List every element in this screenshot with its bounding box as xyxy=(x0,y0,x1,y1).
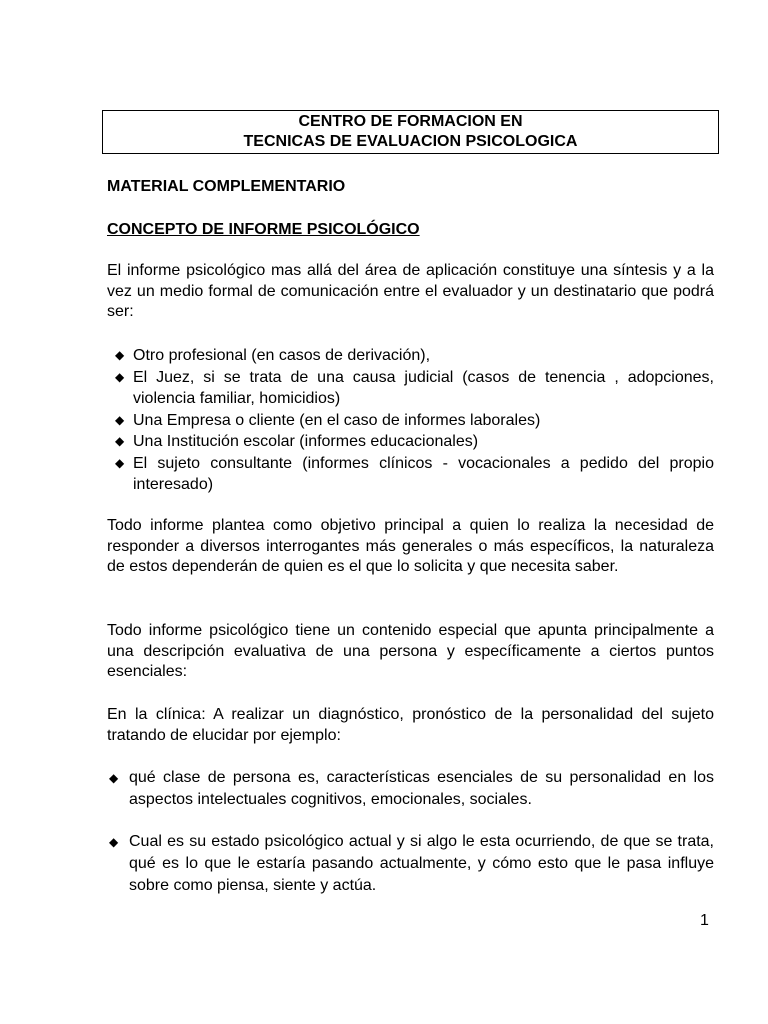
list-item xyxy=(107,431,714,453)
list-item-text: El sujeto consultante (informes clínicos - vocacionales a pedido del propio interesado) xyxy=(133,454,714,493)
list-item xyxy=(107,367,714,410)
diamond-bullet-icon: ◆ xyxy=(109,771,119,785)
list-item xyxy=(107,453,714,496)
list-item-text: Cual es su estado psicológico actual y si algo le esta ocurriendo, de que se trata, qué es lo que le estaría pasando actualmente, y cómo esto que le pasa influye sobre como piensa, siente y actúa. xyxy=(129,833,714,894)
header-line-1: CENTRO DE FORMACION EN xyxy=(298,113,523,130)
diamond-bullet-icon: ◆ xyxy=(115,434,125,448)
concept-title: CONCEPTO DE INFORME PSICOLÓGICO xyxy=(107,221,420,238)
section-title: MATERIAL COMPLEMENTARIO xyxy=(107,178,346,195)
diamond-bullet-icon: ◆ xyxy=(115,348,125,362)
list-item-text: Otro profesional (en casos de derivación), xyxy=(133,347,431,364)
list-item xyxy=(107,831,714,897)
objective-paragraph: Todo informe plantea como objetivo principal a quien lo realiza la necesidad de responder a diversos interrogantes más generales o más específicos, la naturaleza de estos dependerán de quien es el que lo solicita y que necesita saber. xyxy=(107,517,714,576)
diamond-bullet-icon: ◆ xyxy=(115,412,125,427)
diamond-bullet-icon: ◆ xyxy=(115,369,125,384)
clinic-point-list xyxy=(107,767,714,897)
list-item xyxy=(107,410,714,432)
list-item-text: qué clase de persona es, características esenciales de su personalidad en los aspectos intelectuales cognitivos, emocionales, sociales. xyxy=(129,769,714,808)
list-item xyxy=(107,767,714,811)
list-item-text: Una Empresa o cliente (en el caso de informes laborales) xyxy=(133,411,541,429)
list-item xyxy=(107,345,714,367)
header-line-2: TECNICAS DE EVALUACION PSICOLOGICA xyxy=(243,133,578,150)
diamond-bullet-icon: ◆ xyxy=(109,835,119,849)
content-paragraph: Todo informe psicológico tiene un contenido especial que apunta principalmente a una descripción evaluativa de una persona y específicamente a ciertos puntos esenciales: xyxy=(107,622,714,681)
recipient-list xyxy=(107,345,714,496)
clinic-paragraph: En la clínica: A realizar un diagnóstico, pronóstico de la personalidad del sujeto tratando de elucidar por ejemplo: xyxy=(107,706,714,744)
list-item-text: El Juez, si se trata de una causa judicial (casos de tenencia , adopciones, violencia familiar, homicidios) xyxy=(133,368,714,407)
header-box xyxy=(102,110,719,154)
diamond-bullet-icon: ◆ xyxy=(115,455,125,470)
intro-paragraph: El informe psicológico mas allá del área de aplicación constituye una síntesis y a la vez un medio formal de comunicación entre el evaluador y un destinatario que podrá ser: xyxy=(107,262,714,321)
page-number: 1 xyxy=(700,912,709,929)
list-item-text: Una Institución escolar (informes educacionales) xyxy=(133,433,479,450)
